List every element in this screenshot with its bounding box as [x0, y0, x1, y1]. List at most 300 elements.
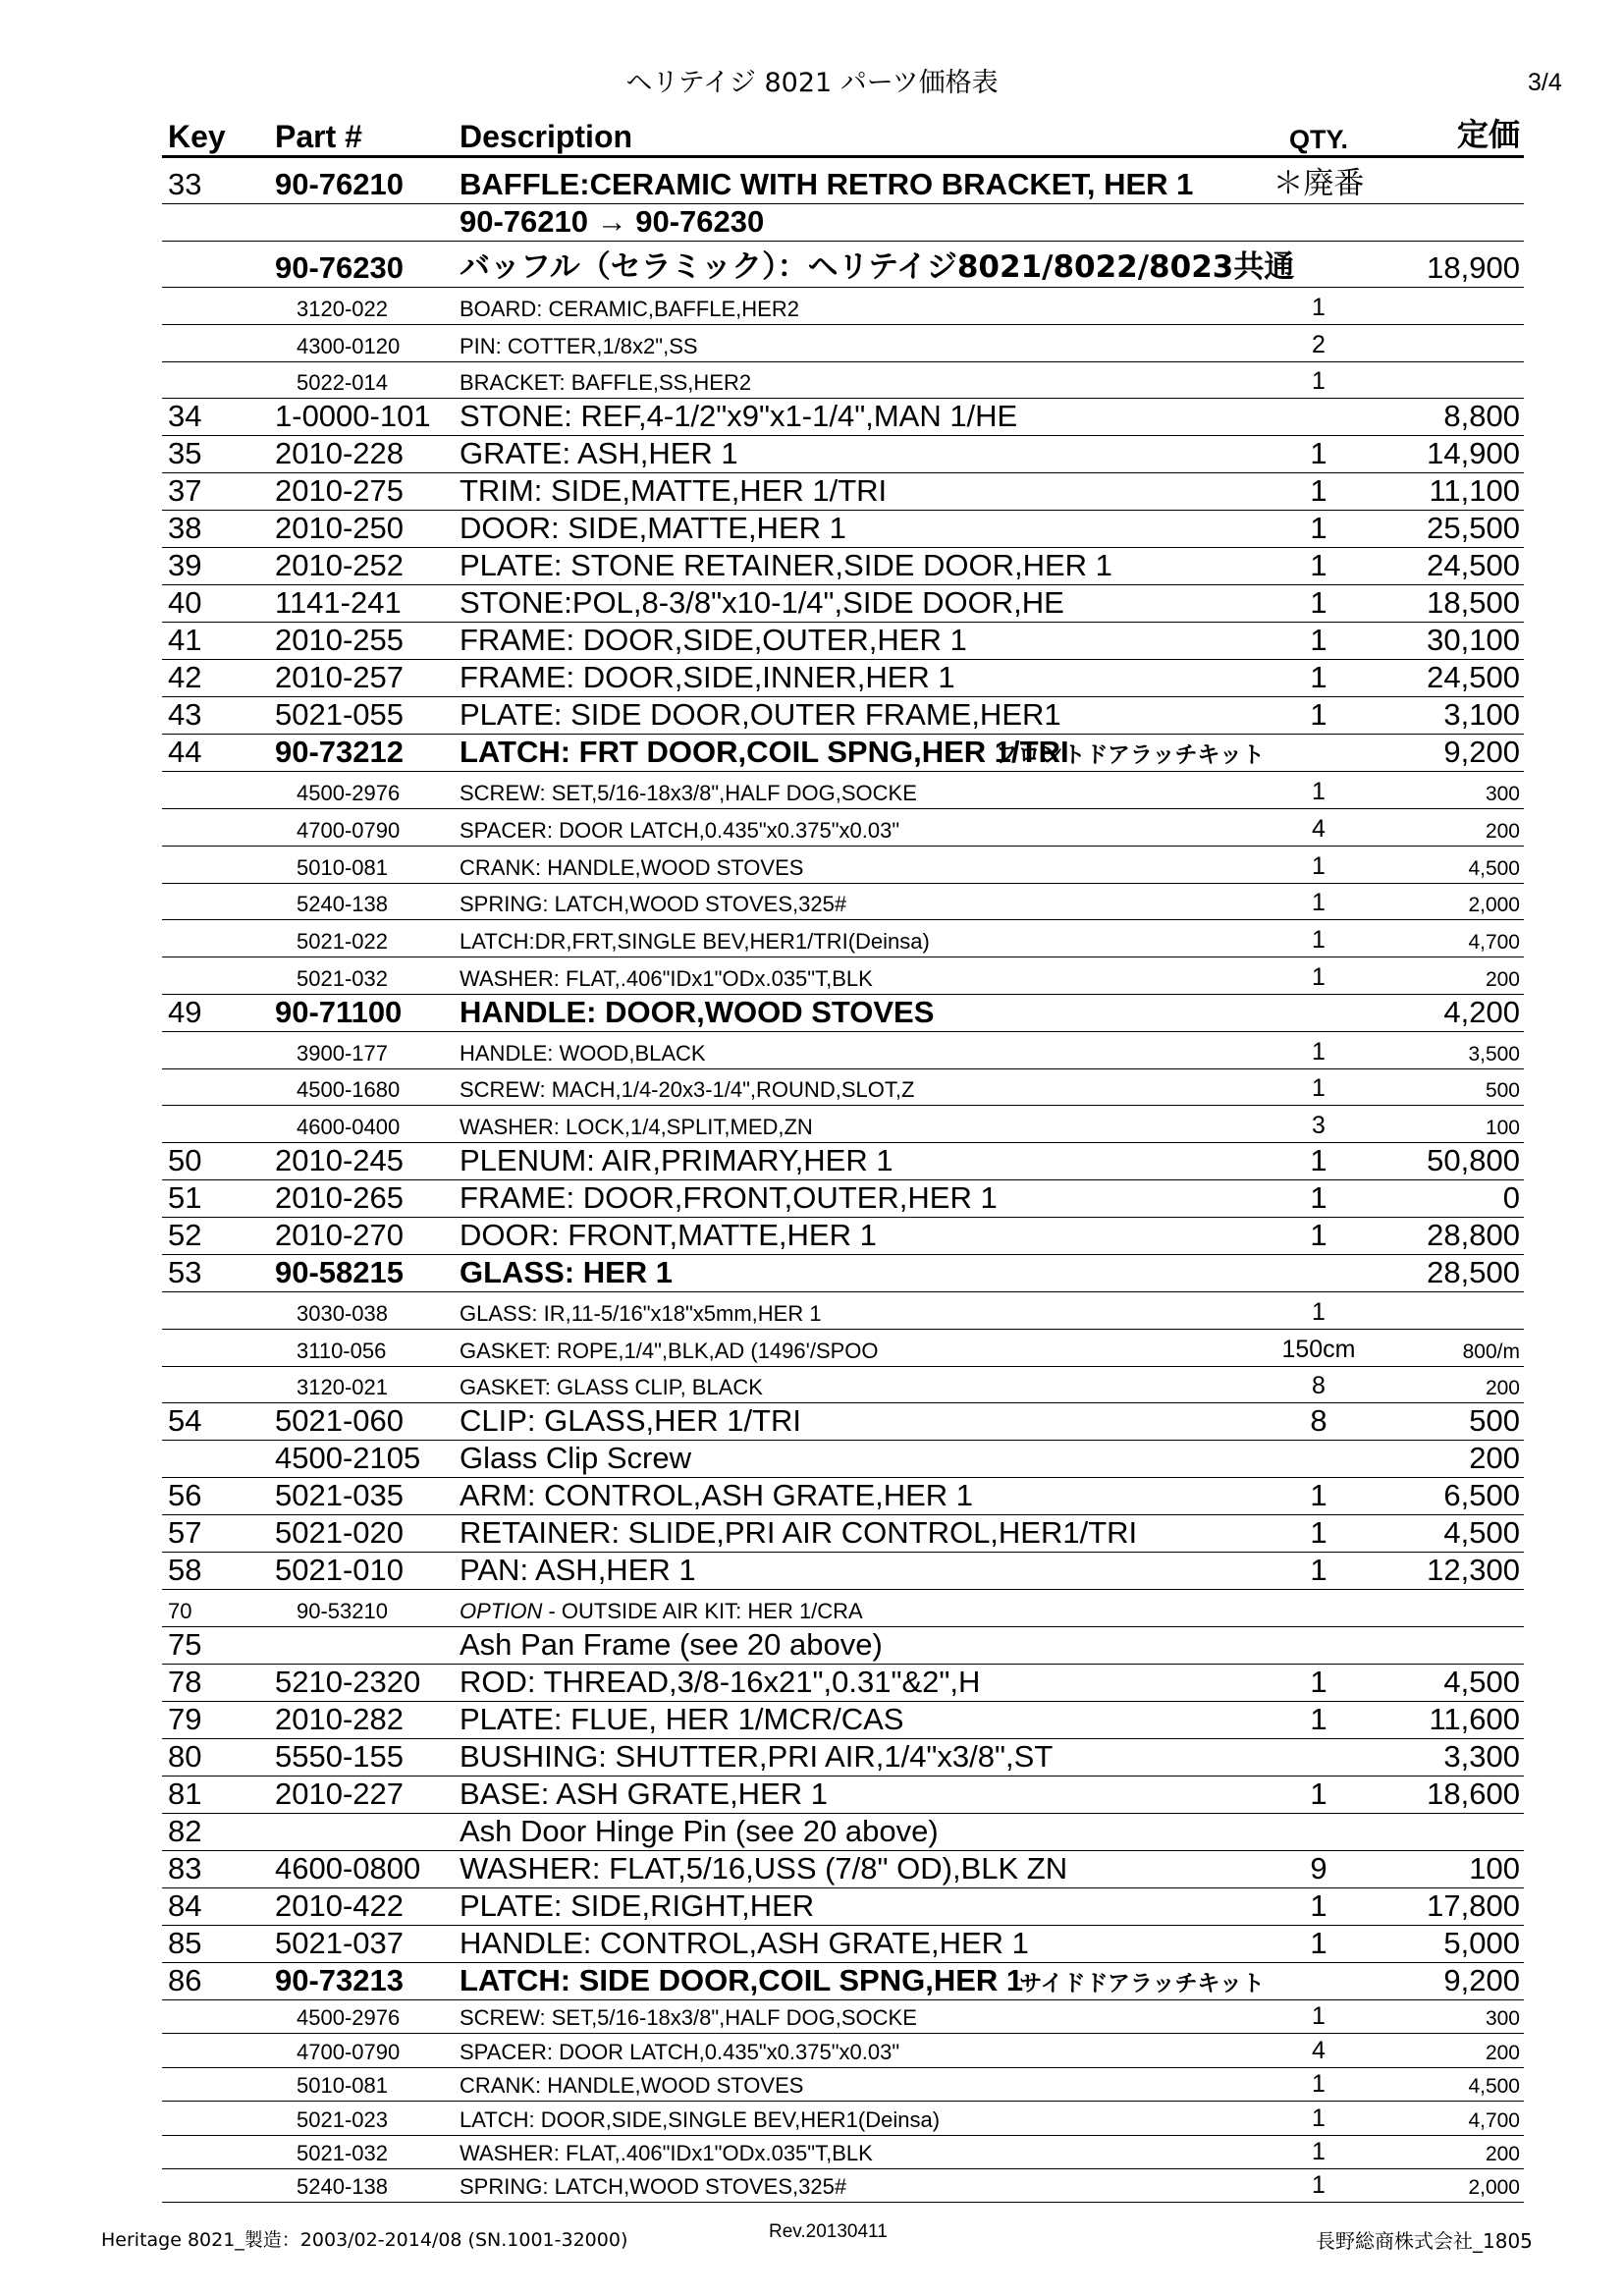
qty-cell: 1	[1310, 1515, 1327, 1551]
description-cell	[460, 1106, 1265, 1143]
part-number-cell: 3110-056	[297, 1338, 387, 1363]
qty-cell: 1	[1310, 1888, 1327, 1923]
key-cell: 82	[168, 1814, 202, 1848]
part-number-cell: 5010-081	[297, 854, 388, 880]
part-number-cell: 4500-2976	[297, 781, 401, 805]
description-text: LATCH:DR,FRT,SINGLE BEV,HER1/TRI(Deinsa)	[460, 929, 930, 954]
table-subrow	[162, 1031, 1524, 1068]
table-subrow	[162, 883, 1524, 920]
table-row	[162, 1963, 1524, 2000]
key-cell	[162, 1031, 275, 1068]
price-cell: 500	[1485, 1079, 1520, 1103]
table-row	[162, 399, 1524, 436]
key-cell: 43	[168, 697, 202, 733]
part-number-cell: 2010-275	[275, 473, 405, 509]
key-cell: 81	[168, 1777, 202, 1811]
table-subrow	[162, 1106, 1524, 1143]
qty-cell: 1	[1312, 2070, 1326, 2099]
description-text: LATCH: SIDE DOOR,COIL SPNG,HER 1	[460, 1963, 1024, 1997]
key-cell: 84	[168, 1888, 202, 1923]
part-number-cell: 2010-255	[275, 623, 405, 658]
key-cell: 49	[168, 994, 202, 1029]
price-cell: 11,600	[1429, 1702, 1520, 1736]
part-number-cell: 90-73213	[275, 1963, 405, 1997]
price-cell: 500	[1469, 1403, 1520, 1439]
description-text: CLIP: GLASS,HER 1/TRI	[460, 1403, 801, 1439]
qty-cell: 1	[1312, 851, 1326, 880]
price-cell: 4,500	[1468, 856, 1520, 880]
description-text: TRIM: SIDE,MATTE,HER 1/TRI	[460, 473, 888, 509]
description-cell	[460, 288, 1265, 325]
key-cell	[162, 361, 275, 399]
price-cell	[1373, 288, 1524, 325]
price-cell: 3,500	[1468, 1042, 1520, 1066]
description-cell	[460, 399, 1265, 436]
table-subrow	[162, 809, 1524, 847]
part-number-cell: 3120-021	[297, 1375, 388, 1400]
key-cell	[162, 2000, 275, 2034]
description-cell	[460, 2000, 1265, 2034]
qty-cell	[1265, 1963, 1373, 2000]
qty-cell: 1	[1310, 1143, 1327, 1177]
part-number-cell: 2010-228	[275, 436, 405, 471]
key-cell: 52	[168, 1218, 202, 1252]
description-cell	[460, 1702, 1265, 1739]
table-subrow	[162, 2000, 1524, 2034]
table-row	[162, 1143, 1524, 1180]
price-cell: 300	[1485, 783, 1520, 805]
description-text: LATCH: DOOR,SIDE,SINGLE BEV,HER1(Deinsa)	[460, 2106, 941, 2132]
qty-cell	[1265, 204, 1373, 242]
description-text: FRAME: DOOR,SIDE,OUTER,HER 1	[460, 623, 967, 658]
description-cell	[460, 809, 1265, 847]
description-cell	[460, 1441, 1265, 1478]
qty-cell	[1265, 994, 1373, 1031]
qty-cell: 1	[1310, 1553, 1327, 1588]
part-number-cell: 2010-282	[275, 1702, 405, 1736]
part-number-cell: 4500-2105	[275, 1441, 421, 1476]
qty-cell: ＊廃番	[1272, 166, 1365, 201]
key-cell	[162, 1441, 275, 1478]
table-row	[162, 623, 1524, 660]
price-cell: 200	[1485, 2142, 1520, 2165]
qty-cell: 1	[1310, 436, 1327, 471]
qty-cell: 1	[1310, 511, 1327, 546]
description-text: PLENUM: AIR,PRIMARY,HER 1	[460, 1143, 893, 1177]
description-cell	[460, 361, 1265, 399]
qty-cell	[1265, 1255, 1373, 1292]
part-number-cell: 5240-138	[297, 892, 388, 917]
key-cell: 79	[168, 1702, 202, 1736]
description-cell	[460, 436, 1265, 473]
description-text: PLATE: STONE RETAINER,SIDE DOOR,HER 1	[460, 548, 1112, 583]
description-cell	[460, 1814, 1265, 1851]
price-cell: 800/m	[1462, 1339, 1520, 1363]
key-cell	[162, 204, 275, 242]
key-cell	[162, 809, 275, 847]
part-number-cell: 5021-060	[275, 1403, 405, 1439]
qty-cell	[1265, 1627, 1373, 1665]
description-text: BUSHING: SHUTTER,PRI AIR,1/4"x3/8",ST	[460, 1739, 1054, 1774]
key-cell: 53	[168, 1255, 202, 1289]
qty-cell: 1	[1312, 962, 1326, 991]
table-row	[162, 1888, 1524, 1926]
qty-cell: 1	[1312, 293, 1326, 321]
description-text: STONE:POL,8-3/8"x10-1/4",SIDE DOOR,HE	[460, 585, 1064, 621]
qty-cell: 1	[1312, 2137, 1326, 2165]
price-cell: 11,100	[1429, 473, 1520, 509]
table-subrow	[162, 1590, 1524, 1627]
table-subrow	[162, 772, 1524, 809]
table-row	[162, 1777, 1524, 1814]
column-header-key: Key	[168, 119, 226, 154]
description-cell	[460, 1478, 1265, 1515]
price-cell: 2,000	[1468, 894, 1520, 917]
qty-cell	[1265, 735, 1373, 772]
description-text: CRANK: HANDLE,WOOD STOVES	[460, 854, 804, 880]
description-cell	[460, 511, 1265, 548]
qty-cell: 1	[1310, 1218, 1327, 1252]
part-number-cell: 90-73212	[275, 735, 405, 770]
table-subrow	[162, 846, 1524, 883]
description-text: FRAME: DOOR,FRONT,OUTER,HER 1	[460, 1180, 998, 1215]
price-cell: 3,300	[1443, 1739, 1520, 1774]
column-header-part-number: Part #	[275, 119, 362, 154]
price-cell: 17,800	[1427, 1888, 1520, 1923]
description-text: GASKET: ROPE,1/4",BLK,AD (1496'/SPOO	[460, 1338, 879, 1363]
price-cell: 4,700	[1468, 931, 1520, 954]
description-cell	[460, 2102, 1265, 2135]
qty-cell: 1	[1312, 1037, 1326, 1066]
description-cell	[460, 1143, 1265, 1180]
qty-cell: 1	[1312, 2104, 1326, 2132]
part-number-cell: 5010-081	[297, 2073, 388, 2099]
description-cell	[460, 957, 1265, 995]
key-cell: 86	[168, 1963, 202, 1997]
price-cell	[1373, 1814, 1524, 1851]
description-text: PLATE: SIDE,RIGHT,HER	[460, 1888, 815, 1923]
part-number-cell: 3120-022	[297, 296, 388, 321]
part-number-cell: 1-0000-101	[275, 399, 431, 434]
price-cell: 28,800	[1427, 1218, 1520, 1252]
part-number-cell: 5550-155	[275, 1739, 405, 1774]
qty-cell: 1	[1310, 1665, 1327, 1699]
qty-cell: 2	[1312, 330, 1326, 358]
part-number-cell: 1141-241	[275, 585, 402, 621]
description-text: BOARD: CERAMIC,BAFFLE,HER2	[460, 296, 799, 321]
qty-cell	[1265, 399, 1373, 436]
table-row	[162, 473, 1524, 511]
table-subrow	[162, 2168, 1524, 2202]
part-number-cell	[275, 1627, 460, 1665]
part-number-cell: 4500-1680	[297, 1077, 401, 1103]
description-text: PAN: ASH,HER 1	[460, 1553, 696, 1588]
key-cell: 80	[168, 1739, 202, 1774]
part-number-cell: 5021-020	[275, 1515, 405, 1551]
table-subrow	[162, 957, 1524, 995]
key-cell: 57	[168, 1515, 202, 1551]
description-text: DOOR: FRONT,MATTE,HER 1	[460, 1218, 877, 1252]
description-text: SPACER: DOOR LATCH,0.435"x0.375"x0.03"	[460, 2039, 900, 2064]
table-subrow	[162, 2102, 1524, 2135]
footer-revision: Rev.20130411	[769, 2221, 888, 2242]
table-row	[162, 1478, 1524, 1515]
part-number-cell: 4600-0400	[297, 1115, 401, 1139]
table-row	[162, 436, 1524, 473]
description-cell	[460, 157, 1265, 204]
description-cell	[460, 585, 1265, 623]
key-cell: 40	[168, 585, 202, 621]
description-text: Ash Pan Frame (see 20 above)	[460, 1627, 883, 1662]
table-row	[162, 1180, 1524, 1218]
price-cell: 5,000	[1443, 1926, 1520, 1960]
column-header-qty: QTY.	[1288, 125, 1348, 154]
description-text: 90-76210 → 90-76230	[460, 204, 765, 239]
table-row	[162, 1851, 1524, 1888]
description-text: GRATE: ASH,HER 1	[460, 436, 738, 471]
price-cell: 4,700	[1468, 2108, 1520, 2132]
price-cell: 200	[1485, 2041, 1520, 2064]
table-row	[162, 1665, 1524, 1702]
footer-company: 長野総商株式会社_1805	[1316, 2229, 1533, 2253]
qty-cell: 3	[1312, 1112, 1326, 1139]
table-subrow	[162, 288, 1524, 325]
description-cell	[460, 1329, 1265, 1366]
description-text: FRAME: DOOR,SIDE,INNER,HER 1	[460, 660, 955, 695]
description-text: - OUTSIDE AIR KIT: HER 1/CRA	[542, 1599, 863, 1623]
description-text: Glass Clip Screw	[460, 1441, 691, 1476]
qty-cell: 1	[1312, 1074, 1326, 1103]
table-header-row	[162, 110, 1524, 157]
qty-cell: 1	[1310, 623, 1327, 658]
table-row	[162, 660, 1524, 697]
part-number-cell: 5021-032	[297, 965, 388, 991]
description-text: SPRING: LATCH,WOOD STOVES,325#	[460, 2174, 847, 2200]
key-cell	[162, 2067, 275, 2101]
parts-price-table	[162, 110, 1524, 2203]
table-row	[162, 242, 1524, 288]
description-text: HANDLE: WOOD,BLACK	[460, 1040, 706, 1066]
price-cell: 300	[1485, 2007, 1520, 2031]
price-cell: 9,200	[1443, 735, 1520, 770]
qty-cell: 1	[1312, 367, 1326, 396]
part-number-cell: 5210-2320	[275, 1665, 421, 1699]
qty-cell: 1	[1310, 585, 1327, 621]
description-text: PLATE: FLUE, HER 1/MCR/CAS	[460, 1702, 904, 1736]
table-subrow	[162, 1366, 1524, 1403]
qty-cell: 9	[1310, 1851, 1327, 1886]
page-title: ヘリテイジ 8021 パーツ価格表	[625, 68, 999, 98]
key-cell: 54	[168, 1403, 202, 1439]
key-cell	[162, 846, 275, 883]
description-text: SCREW: SET,5/16-18x3/8",HALF DOG,SOCKE	[460, 2005, 917, 2031]
price-cell: 28,500	[1427, 1255, 1520, 1289]
price-cell: 24,500	[1427, 548, 1520, 583]
table-row	[162, 1515, 1524, 1553]
price-cell: 18,600	[1427, 1777, 1520, 1811]
part-number-cell: 4700-0790	[297, 2039, 401, 2064]
price-cell	[1373, 157, 1524, 204]
qty-cell: 1	[1310, 1777, 1327, 1811]
key-cell: 85	[168, 1926, 202, 1960]
qty-cell: 150cm	[1281, 1335, 1356, 1363]
description-cell	[460, 846, 1265, 883]
qty-cell: 1	[1312, 778, 1326, 805]
description-cell	[460, 1515, 1265, 1553]
price-cell: 4,500	[1443, 1665, 1520, 1699]
table-row	[162, 157, 1524, 204]
table-subrow	[162, 361, 1524, 399]
part-number-cell: 5021-032	[297, 2140, 388, 2165]
part-number-cell: 3030-038	[297, 1300, 388, 1326]
description-cell	[460, 1255, 1265, 1292]
key-cell	[162, 2034, 275, 2067]
table-row	[162, 994, 1524, 1031]
description-cell	[460, 623, 1265, 660]
footer-model-info: Heritage 8021_製造：2003/02-2014/08 (SN.1001-32000)	[101, 2229, 628, 2251]
key-cell	[162, 2168, 275, 2202]
description-text: WASHER: FLAT,.406"IDx1"ODx.035"T,BLK	[460, 965, 873, 991]
part-number-cell: 2010-422	[275, 1888, 405, 1923]
price-cell: 2,000	[1468, 2176, 1520, 2200]
key-cell: 78	[168, 1665, 202, 1699]
description-text: WASHER: FLAT,.406"IDx1"ODx.035"T,BLK	[460, 2140, 873, 2165]
key-cell: 56	[168, 1478, 202, 1513]
price-cell: 12,300	[1427, 1553, 1520, 1588]
key-cell: 37	[168, 473, 202, 509]
table-row	[162, 697, 1524, 735]
description-text: HANDLE: DOOR,WOOD STOVES	[460, 994, 935, 1029]
description-text: ARM: CONTROL,ASH GRATE,HER 1	[460, 1478, 974, 1513]
key-cell	[162, 1292, 275, 1330]
key-cell: 70	[168, 1599, 192, 1623]
table-subrow	[162, 1292, 1524, 1330]
price-cell: 18,500	[1427, 585, 1520, 621]
price-cell	[1373, 361, 1524, 399]
key-cell	[162, 242, 275, 288]
price-cell: 100	[1485, 1117, 1520, 1139]
qty-cell: 1	[1310, 473, 1327, 509]
description-text: PIN: COTTER,1/8x2",SS	[460, 333, 698, 358]
description-cell	[460, 660, 1265, 697]
price-cell	[1373, 1627, 1524, 1665]
description-cell	[460, 883, 1265, 920]
description-cell	[460, 1851, 1265, 1888]
price-cell: 24,500	[1427, 660, 1520, 695]
price-cell: 4,200	[1443, 994, 1520, 1029]
qty-cell: 8	[1312, 1372, 1326, 1400]
description-text: GLASS: IR,11-5/16"x18"x5mm,HER 1	[460, 1300, 822, 1326]
qty-cell: 1	[1310, 1926, 1327, 1960]
key-cell: 51	[168, 1180, 202, 1215]
part-number-cell: 5021-035	[275, 1478, 405, 1513]
part-number-cell: 5021-023	[297, 2106, 388, 2132]
part-number-cell: 2010-227	[275, 1777, 405, 1811]
price-cell: 25,500	[1427, 511, 1520, 546]
part-number-cell: 5021-010	[275, 1553, 405, 1588]
description-text: CRANK: HANDLE,WOOD STOVES	[460, 2073, 804, 2099]
kit-name-note: サイドドアラッチキット	[1019, 1971, 1265, 1996]
description-cell	[460, 1627, 1265, 1665]
table-body	[162, 157, 1524, 2203]
qty-cell: 4	[1312, 2036, 1326, 2064]
description-cell	[460, 204, 1265, 242]
description-cell	[460, 242, 1295, 288]
description-cell	[460, 548, 1265, 585]
table-row	[162, 1553, 1524, 1590]
description-text: SPRING: LATCH,WOOD STOVES,325#	[460, 892, 847, 917]
part-number-cell: 90-53210	[297, 1599, 388, 1623]
description-cell	[460, 697, 1265, 735]
description-text: PLATE: SIDE DOOR,OUTER FRAME,HER1	[460, 697, 1061, 733]
description-cell	[460, 1366, 1265, 1403]
qty-cell: 1	[1310, 697, 1327, 733]
table-row	[162, 1702, 1524, 1739]
table-subrow	[162, 2135, 1524, 2168]
part-number-cell: 2010-270	[275, 1218, 405, 1252]
description-cell	[460, 1553, 1265, 1590]
kit-name-note: フロントドアラッチキット	[995, 742, 1265, 769]
table-row	[162, 204, 1524, 242]
key-cell	[162, 920, 275, 957]
part-number-cell: 2010-245	[275, 1143, 405, 1177]
description-text: SPACER: DOOR LATCH,0.435"x0.375"x0.03"	[460, 817, 900, 843]
price-cell: 18,900	[1427, 250, 1520, 285]
description-cell	[460, 324, 1265, 361]
table-row	[162, 1218, 1524, 1255]
key-cell	[162, 1106, 275, 1143]
table-row	[162, 1403, 1524, 1441]
key-cell	[162, 288, 275, 325]
description-text: GASKET: GLASS CLIP, BLACK	[460, 1375, 763, 1400]
part-number-cell: 90-76210	[275, 167, 405, 201]
description-cell	[460, 920, 1265, 957]
key-cell	[162, 324, 275, 361]
part-number-cell: 90-58215	[275, 1255, 405, 1289]
part-number-cell: 2010-265	[275, 1180, 405, 1215]
qty-cell: 1	[1312, 1297, 1326, 1326]
price-cell: 6,500	[1443, 1478, 1520, 1513]
part-number-cell: 5021-022	[297, 929, 388, 954]
description-cell	[460, 1963, 1265, 2000]
key-cell: 41	[168, 623, 202, 658]
price-cell: 200	[1469, 1441, 1520, 1476]
table-row	[162, 1441, 1524, 1478]
description-text: HANDLE: CONTROL,ASH GRATE,HER 1	[460, 1926, 1029, 1960]
table-row	[162, 1255, 1524, 1292]
part-number-cell: 2010-252	[275, 548, 405, 583]
price-cell: 200	[1485, 1377, 1520, 1400]
description-text: Ash Door Hinge Pin (see 20 above)	[460, 1814, 939, 1848]
description-text: バッフル（セラミック）：ヘリテイジ8021/8022/8023共通	[460, 249, 1295, 285]
qty-cell: 1	[1312, 926, 1326, 954]
qty-cell: 1	[1310, 1702, 1327, 1736]
price-cell	[1373, 324, 1524, 361]
part-number-cell: 2010-250	[275, 511, 405, 546]
qty-cell: 1	[1312, 889, 1326, 917]
description-cell	[460, 1665, 1265, 1702]
qty-cell: 4	[1312, 814, 1326, 843]
qty-cell: 1	[1312, 2171, 1326, 2200]
qty-cell: 1	[1312, 2002, 1326, 2031]
table-subrow	[162, 1329, 1524, 1366]
description-text: ROD: THREAD,3/8-16x21",0.31"&2",H	[460, 1665, 981, 1699]
description-text: RETAINER: SLIDE,PRI AIR CONTROL,HER1/TRI	[460, 1515, 1138, 1551]
table-row	[162, 1814, 1524, 1851]
part-number-cell: 4700-0790	[297, 817, 401, 843]
description-text: BAFFLE:CERAMIC WITH RETRO BRACKET, HER 1	[460, 167, 1194, 201]
description-cell	[460, 1292, 1265, 1330]
